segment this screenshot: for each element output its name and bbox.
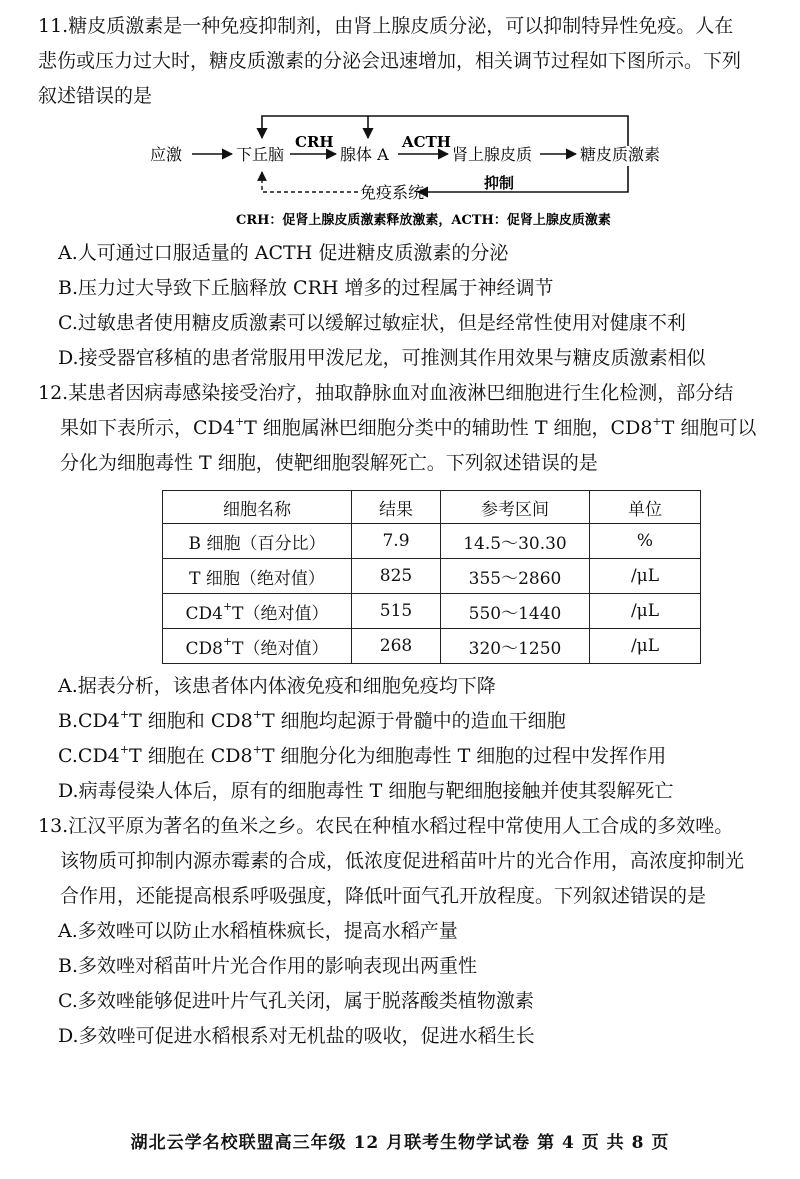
- label-acth: ACTH: [402, 133, 451, 151]
- q11-option-b: B.压力过大导致下丘脑释放 CRH 增多的过程属于神经调节: [58, 277, 554, 299]
- label-crh: CRH: [295, 133, 334, 151]
- q13-option-c: C.多效唑能够促进叶片气孔关闭，属于脱落酸类植物激素: [58, 990, 534, 1012]
- q11-option-a: A.人可通过口服适量的 ACTH 促进糖皮质激素的分泌: [58, 242, 509, 264]
- cell-range: 320～1250: [441, 629, 590, 664]
- q13-stem-line-1: 13.江汉平原为著名的鱼米之乡。农民在种植水稻过程中常使用人工合成的多效唑。: [38, 815, 734, 837]
- q11-option-c: C.过敏患者使用糖皮质激素可以缓解过敏症状，但是经常性使用对健康不利: [58, 312, 686, 334]
- q13-option-b: B.多效唑对稻苗叶片光合作用的影响表现出两重性: [58, 955, 478, 977]
- cell-unit: /μL: [590, 559, 701, 594]
- cell-name: CD4+T（绝对值）: [163, 594, 352, 629]
- table-header: 单位: [590, 491, 701, 524]
- table-row: [163, 559, 701, 594]
- q12-option-d: D.病毒侵染人体后，原有的细胞毒性 T 细胞与靶细胞接触并使其裂解死亡: [58, 780, 674, 802]
- q12-stem-line-2: 果如下表所示，CD4+T 细胞属淋巴细胞分类中的辅助性 T 细胞，CD8+T 细胞可以: [60, 414, 757, 439]
- arrow-inhibit-immune: [418, 166, 628, 192]
- cell-unit: /μL: [590, 594, 701, 629]
- regulation-diagram: [140, 108, 680, 233]
- page-footer: 湖北云学名校联盟高三年级 12 月联考生物学试卷 第 4 页 共 8 页: [130, 1133, 670, 1153]
- table-header: 结果: [352, 491, 441, 524]
- q11-option-d: D.接受器官移植的患者常服用甲泼尼龙，可推测其作用效果与糖皮质激素相似: [58, 347, 706, 369]
- table-row: [163, 594, 701, 629]
- table-header: 细胞名称: [163, 491, 352, 524]
- cell-range: 550～1440: [441, 594, 590, 629]
- node-immune: 免疫系统: [360, 183, 425, 202]
- q12-stem-line-3: 分化为细胞毒性 T 细胞，使靶细胞裂解死亡。下列叙述错误的是: [60, 452, 598, 474]
- table-row: [163, 524, 701, 559]
- q13-stem-line-3: 合作用，还能提高根系呼吸强度，降低叶面气孔开放程度。下列叙述错误的是: [60, 885, 707, 907]
- cell-unit: %: [590, 524, 701, 559]
- cell-range: 355～2860: [441, 559, 590, 594]
- cell-name: B 细胞（百分比）: [163, 524, 352, 559]
- q12-option-b: B.CD4+T 细胞和 CD8+T 细胞均起源于骨髓中的造血干细胞: [58, 707, 566, 732]
- q11-stem-line-1: 11.糖皮质激素是一种免疫抑制剂，由肾上腺皮质分泌，可以抑制特异性免疫。人在: [38, 15, 734, 37]
- arrow-immune-hypothalamus: [262, 172, 358, 192]
- node-hypothalamus: 下丘脑: [236, 145, 285, 164]
- table-header: 参考区间: [441, 491, 590, 524]
- q13-stem-line-2: 该物质可抑制内源赤霉素的合成，低浓度促进稻苗叶片的光合作用，高浓度抑制光: [60, 850, 745, 872]
- cell-result: 515: [352, 594, 441, 629]
- diagram-caption: CRH：促肾上腺皮质激素释放激素，ACTH：促肾上腺皮质激素: [236, 213, 611, 228]
- cell-result: 268: [352, 629, 441, 664]
- table-header-row: [163, 491, 701, 524]
- q13-option-d: D.多效唑可促进水稻根系对无机盐的吸收，促进水稻生长: [58, 1025, 535, 1047]
- cell-result: 825: [352, 559, 441, 594]
- label-inhibit: 抑制: [484, 174, 515, 192]
- cell-unit: /μL: [590, 629, 701, 664]
- q12-option-a: A.据表分析，该患者体内体液免疫和细胞免疫均下降: [58, 675, 496, 697]
- q11-stem-line-3: 叙述错误的是: [38, 85, 153, 107]
- node-stimulus: 应激: [150, 145, 183, 164]
- q11-stem-line-2: 悲伤或压力过大时，糖皮质激素的分泌会迅速增加，相关调节过程如下图所示。下列: [38, 50, 742, 72]
- q12-option-c: C.CD4+T 细胞在 CD8+T 细胞分化为细胞毒性 T 细胞的过程中发挥作用: [58, 742, 667, 767]
- node-pituitary: 腺体 A: [340, 145, 389, 164]
- lymphocyte-table: [162, 490, 701, 664]
- q12-stem-line-1: 12.某患者因病毒感染接受治疗，抽取静脉血对血液淋巴细胞进行生化检测，部分结: [38, 382, 734, 404]
- node-adrenal: 肾上腺皮质: [452, 145, 533, 164]
- q13-option-a: A.多效唑可以防止水稻植株疯长，提高水稻产量: [58, 920, 458, 942]
- cell-name: CD8+T（绝对值）: [163, 629, 352, 664]
- cell-name: T 细胞（绝对值）: [163, 559, 352, 594]
- node-hormone: 糖皮质激素: [580, 145, 661, 164]
- cell-result: 7.9: [352, 524, 441, 559]
- cell-range: 14.5～30.30: [441, 524, 590, 559]
- table-row: [163, 629, 701, 664]
